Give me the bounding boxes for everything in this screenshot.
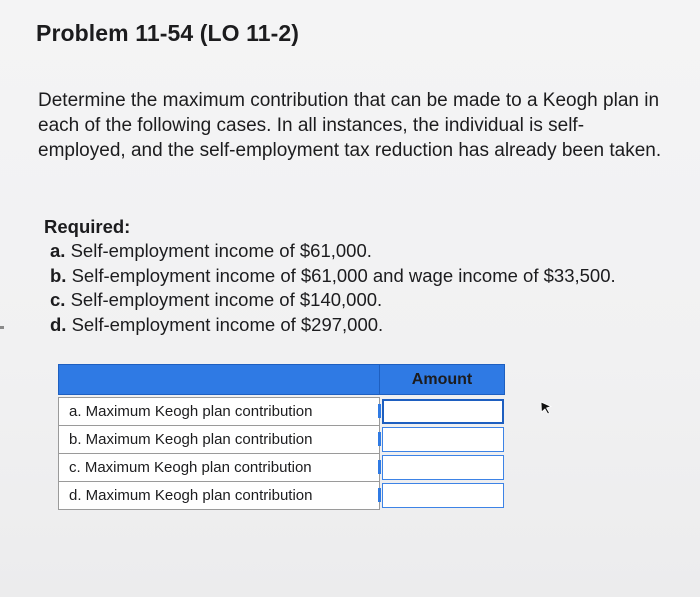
required-item-letter: b.: [50, 264, 67, 286]
answer-table: [58, 364, 505, 510]
problem-title: Problem 11-54 (LO 11-2): [36, 20, 300, 46]
header-label-cell: [59, 365, 380, 395]
amount-cell-c: [380, 454, 505, 482]
amount-input-a[interactable]: [382, 399, 504, 424]
input-marker: [378, 404, 381, 418]
required-item-text: Self-employment income of $61,000 and wage income of $33,500.: [71, 264, 616, 286]
mouse-pointer-icon: [538, 400, 554, 416]
row-label-c: c. Maximum Keogh plan contribution: [59, 454, 380, 482]
amount-input-d[interactable]: [382, 483, 504, 508]
edge-marker: [0, 326, 4, 329]
required-item-b: [50, 264, 684, 289]
required-item-d: [50, 313, 684, 338]
required-item-letter: a.: [50, 240, 66, 261]
input-marker: [378, 460, 381, 474]
problem-intro: Determine the maximum contribution that can be made to a Keogh plan in each of the following cases. In all instances, the individual is self-employed, and the self-employment tax reduction has already been taken.: [38, 90, 662, 161]
required-item-letter: d.: [50, 313, 67, 335]
amount-cell-a: [380, 398, 505, 426]
header-amount: Amount: [380, 365, 505, 395]
amount-input-c[interactable]: [382, 455, 504, 480]
required-item-a: [50, 239, 684, 264]
input-marker: [378, 432, 381, 446]
amount-cell-b: [380, 426, 505, 454]
required-section: [44, 214, 684, 337]
table-row: [59, 398, 505, 426]
row-label-d: d. Maximum Keogh plan contribution: [59, 482, 380, 510]
amount-input-b[interactable]: [382, 427, 504, 452]
required-item-c: [50, 288, 684, 313]
table-row: [59, 482, 505, 510]
required-item-text: Self-employment income of $61,000.: [70, 240, 372, 261]
answer-table-header: [59, 365, 505, 395]
input-marker: [378, 488, 381, 502]
amount-cell-d: [380, 482, 505, 510]
table-row: [59, 426, 505, 454]
row-label-b: b. Maximum Keogh plan contribution: [59, 426, 380, 454]
required-item-text: Self-employment income of $297,000.: [71, 313, 384, 335]
required-item-letter: c.: [50, 289, 66, 310]
required-list: [44, 239, 684, 337]
table-row: [59, 454, 505, 482]
row-label-a: a. Maximum Keogh plan contribution: [59, 398, 380, 426]
required-heading: Required:: [44, 216, 131, 237]
required-item-text: Self-employment income of $140,000.: [70, 289, 383, 310]
